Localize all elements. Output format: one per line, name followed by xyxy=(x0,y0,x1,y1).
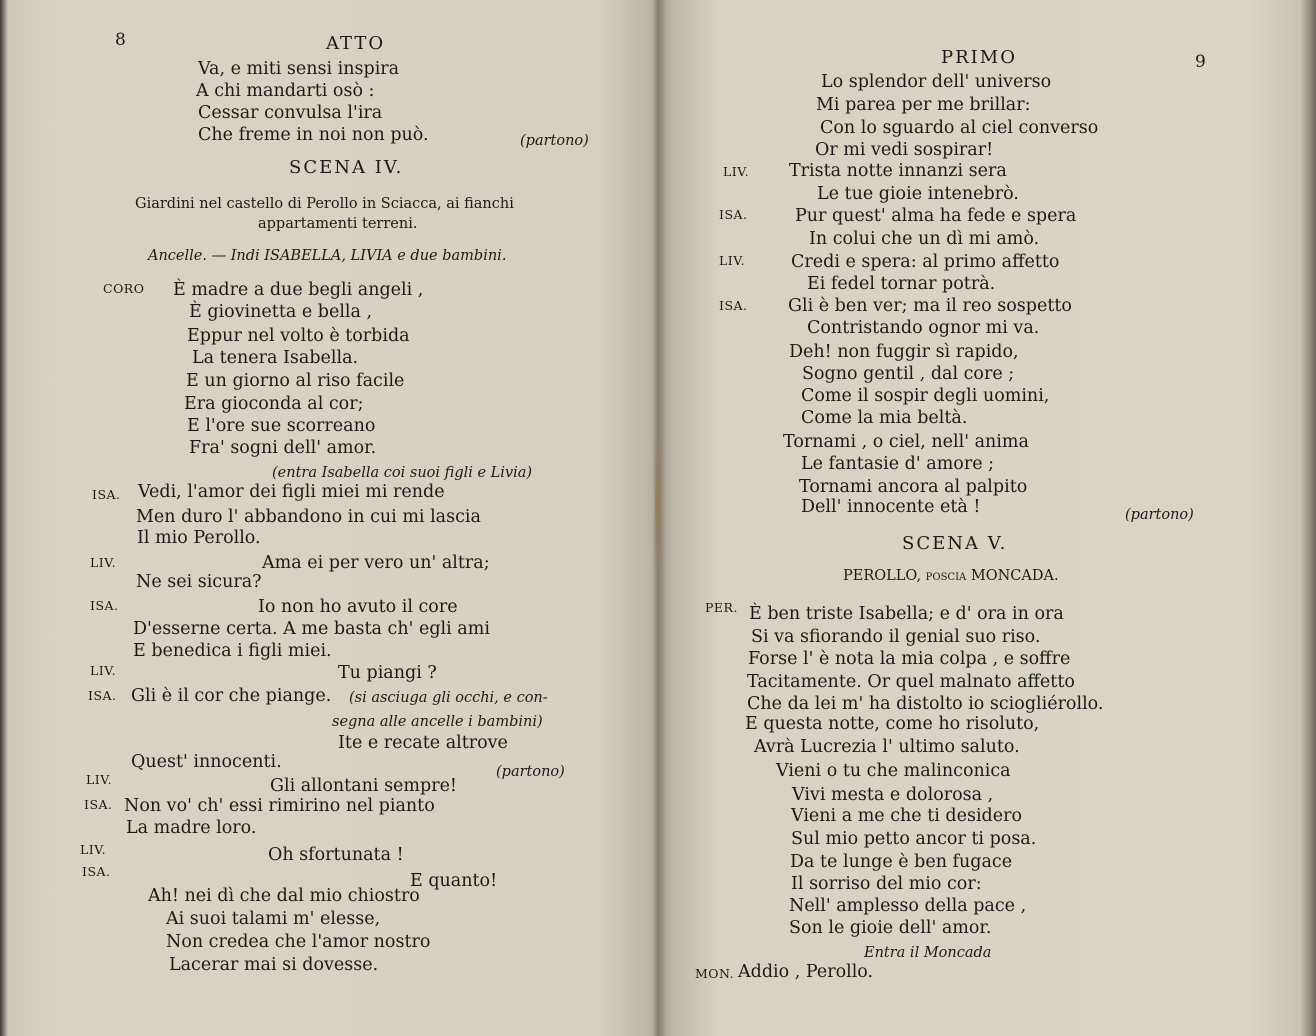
verse-line: Non credea che l'amor nostro xyxy=(166,932,431,952)
speaker-label: LIV. xyxy=(719,253,746,268)
page-number: 8 xyxy=(115,30,126,50)
scene-title: SCENA V. xyxy=(902,533,1008,554)
verse-line: E l'ore sue scorreano xyxy=(187,416,376,436)
stage-direction: (partono) xyxy=(520,133,589,149)
verse-line: Dell' innocente età ! xyxy=(801,497,981,517)
speaker-label: LIV. xyxy=(723,164,750,179)
dialogue-line: Quest' innocenti. xyxy=(131,752,282,772)
dialogue-line: Ite e recate altrove xyxy=(338,733,508,753)
verse-line: Or mi vedi sospirar! xyxy=(815,140,994,160)
dialogue-line: Contristando ognor mi va. xyxy=(807,318,1040,338)
verse-line: Lacerar mai si dovesse. xyxy=(169,955,379,975)
verse-line: Da te lunge è ben fugace xyxy=(790,852,1013,872)
dialogue-line: Pur quest' alma ha fede e spera xyxy=(795,206,1077,226)
verse-line: Come la mia beltà. xyxy=(801,408,968,428)
dialogue-line: Gli è il cor che piange. xyxy=(131,686,332,706)
dialogue-line: E questa notte, come ho risoluto, xyxy=(745,714,1040,734)
dialogue-line: Tacitamente. Or quel malnato affetto xyxy=(747,672,1075,692)
speaker-label: MON. xyxy=(695,966,735,981)
stage-direction: segna alle ancelle i bambini) xyxy=(332,714,543,730)
stage-direction: (partono) xyxy=(496,764,565,780)
dialogue-line: Le tue gioie intenebrò. xyxy=(817,184,1019,204)
verse-line: È giovinetta e bella , xyxy=(189,302,373,322)
scene-setting: appartamenti terreni. xyxy=(258,216,418,232)
dialogue-line: Addio , Perollo. xyxy=(738,962,874,982)
dialogue-line: Non vo' ch' essi rimirino nel pianto xyxy=(124,796,435,816)
verse-line: Con lo sguardo al ciel converso xyxy=(820,118,1099,138)
dialogue-line: Credi e spera: al primo affetto xyxy=(791,252,1060,272)
speaker-label: ISA. xyxy=(88,688,117,703)
verse-line: Lo splendor dell' universo xyxy=(821,72,1052,92)
speaker-label: LIV. xyxy=(90,555,117,570)
verse-line: Le fantasie d' amore ; xyxy=(801,454,995,474)
verse-line: Nell' amplesso della pace , xyxy=(789,896,1027,916)
speaker-label: ISA. xyxy=(719,298,748,313)
verse-line: Tornami ancora al palpito xyxy=(799,477,1028,497)
stage-direction: (entra Isabella coi suoi figli e Livia) xyxy=(272,465,533,481)
speaker-label: LIV. xyxy=(86,772,113,787)
dialogue-line: Oh sfortunata ! xyxy=(268,845,404,865)
verse-line: Ai suoi talami m' elesse, xyxy=(166,909,381,929)
verse-line: Che freme in noi non può. xyxy=(198,125,429,145)
dialogue-line: Vedi, l'amor dei figli miei mi rende xyxy=(138,482,445,502)
speaker-label: ISA. xyxy=(84,797,113,812)
verse-line: Mi parea per me brillar: xyxy=(816,95,1031,115)
dialogue-line: Forse l' è nota la mia colpa , e soffre xyxy=(748,649,1071,669)
verse-line: Vieni a me che ti desidero xyxy=(791,806,1023,826)
running-head: PRIMO xyxy=(941,47,1017,68)
verse-line: Eppur nel volto è torbida xyxy=(187,326,410,346)
speaker-label: ISA. xyxy=(92,487,121,502)
verse-line: Fra' sogni dell' amor. xyxy=(189,438,377,458)
dialogue-line: Che da lei m' ha distolto io sciogliérollo. xyxy=(747,694,1104,714)
scene-setting: Giardini nel castello di Perollo in Sciacca, ai fianchi xyxy=(135,196,514,212)
dialogue-line: Ne sei sicura? xyxy=(136,572,262,592)
stage-direction: (si asciuga gli occhi, e con- xyxy=(349,690,548,706)
verse-line: Va, e miti sensi inspira xyxy=(198,59,400,79)
dialogue-line: Men duro l' abbandono in cui mi lascia xyxy=(136,507,481,527)
speaker-label: CORO xyxy=(103,281,145,296)
speaker-label: ISA. xyxy=(82,864,111,879)
stage-direction: (partono) xyxy=(1125,507,1194,523)
verse-line: Sogno gentil , dal core ; xyxy=(802,364,1015,384)
left-page xyxy=(0,0,655,1036)
speaker-label: ISA. xyxy=(719,207,748,222)
dialogue-line: Gli allontani sempre! xyxy=(270,776,457,796)
running-head: ATTO xyxy=(326,33,386,54)
verse-line: Cessar convulsa l'ira xyxy=(198,103,383,123)
cast-list xyxy=(843,566,1059,586)
dialogue-line: E quanto! xyxy=(410,871,498,891)
stage-direction: Entra il Moncada xyxy=(864,945,992,961)
verse-line: Tornami , o ciel, nell' anima xyxy=(783,432,1029,452)
scene-title: SCENA IV. xyxy=(289,157,404,178)
page-crease xyxy=(655,440,661,570)
verse-line: Son le gioie dell' amor. xyxy=(789,918,992,938)
dialogue-line: D'esserne certa. A me basta ch' egli ami xyxy=(133,619,490,639)
speaker-label: LIV. xyxy=(80,842,107,857)
dialogue-line: La madre loro. xyxy=(126,818,257,838)
dialogue-line: Io non ho avuto il core xyxy=(258,597,458,617)
verse-line: È madre a due begli angeli , xyxy=(173,280,424,300)
dialogue-line: Ama ei per vero un' altra; xyxy=(262,553,490,573)
verse-line: Ah! nei dì che dal mio chiostro xyxy=(148,886,420,906)
dialogue-line: Il mio Perollo. xyxy=(137,528,261,548)
dialogue-line: E benedica i figli miei. xyxy=(133,641,332,661)
verse-line: Il sorriso del mio cor: xyxy=(791,874,982,894)
verse-line: La tenera Isabella. xyxy=(192,348,359,368)
right-page xyxy=(663,0,1316,1036)
verse-line: Vieni o tu che malinconica xyxy=(776,761,1011,781)
verse-line: A chi mandarti osò : xyxy=(196,81,375,101)
verse-line: Era gioconda al cor; xyxy=(184,394,364,414)
character-name: PEROLLO, poscia MONCADA. xyxy=(843,568,1059,584)
dialogue-line: Avrà Lucrezia l' ultimo saluto. xyxy=(754,737,1020,757)
speaker-label: PER. xyxy=(705,600,738,615)
dialogue-line: Gli è ben ver; ma il reo sospetto xyxy=(788,296,1072,316)
speaker-label: ISA. xyxy=(90,598,119,613)
speaker-label: LIV. xyxy=(90,663,117,678)
dialogue-line: Ei fedel tornar potrà. xyxy=(807,274,996,294)
verse-line: Sul mio petto ancor ti posa. xyxy=(791,829,1037,849)
dialogue-line: Tu piangi ? xyxy=(338,663,437,683)
verse-line: Deh! non fuggir sì rapido, xyxy=(789,342,1019,362)
verse-line: Vivi mesta e dolorosa , xyxy=(792,785,994,805)
verse-line: E un giorno al riso facile xyxy=(186,371,405,391)
page-number: 9 xyxy=(1195,52,1206,72)
dialogue-line: Trista notte innanzi sera xyxy=(789,161,1007,181)
dialogue-line: È ben triste Isabella; e d' ora in ora xyxy=(749,604,1064,624)
dialogue-line: In colui che un dì mi amò. xyxy=(809,229,1040,249)
cast-list: Ancelle. — Indi ISABELLA, LIVIA e due bambini. xyxy=(148,248,507,264)
dialogue-line: Si va sfiorando il genial suo riso. xyxy=(751,627,1041,647)
verse-line: Come il sospir degli uomini, xyxy=(801,386,1050,406)
